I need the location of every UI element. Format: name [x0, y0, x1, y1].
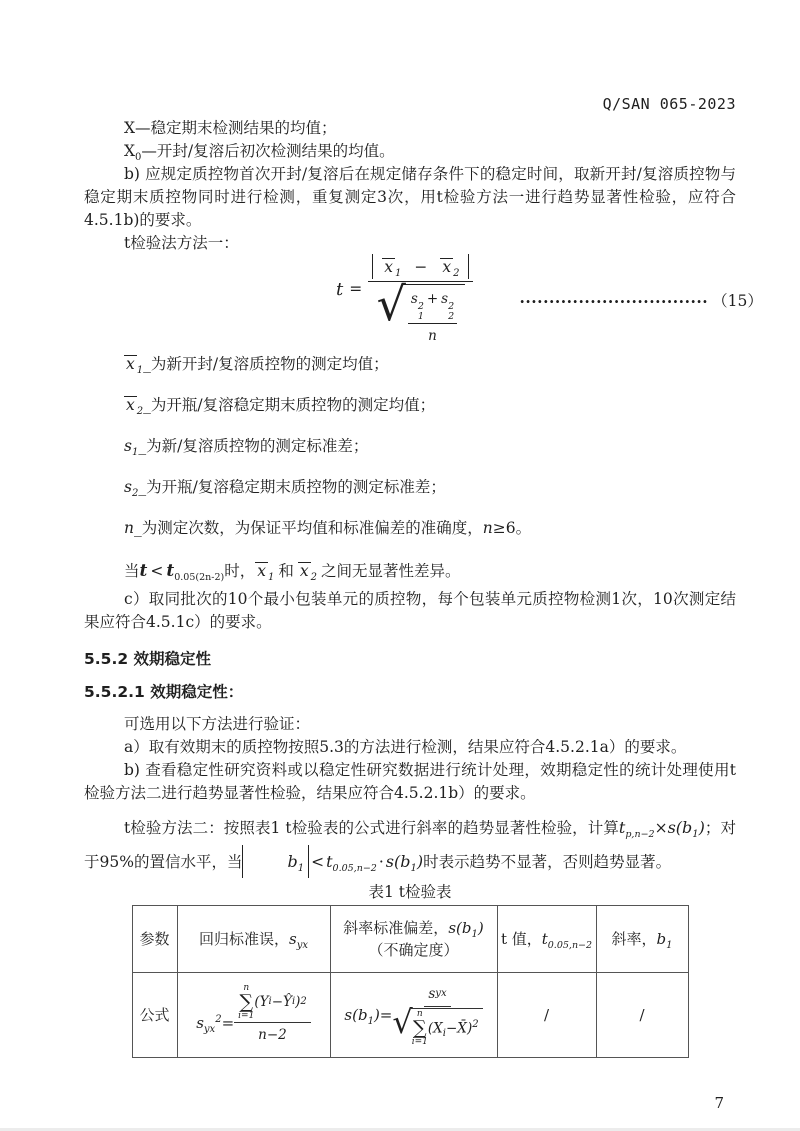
t-symbol: t — [618, 818, 626, 837]
sb1-numerator: s yx — [424, 983, 450, 1007]
sb1-formula — [344, 983, 482, 1048]
s-b-symbol: s(b — [344, 1005, 368, 1024]
t-method1-label: t检验法方法一： — [124, 234, 239, 252]
sigma-symbol: ∑ — [239, 991, 254, 1014]
minus-Yhat: −Ŷ — [271, 994, 292, 1011]
sb1-fraction — [392, 983, 482, 1048]
t-test-conclusion-line — [84, 556, 736, 586]
t-critical-symbol: t — [166, 561, 175, 581]
formula-15-expression — [336, 254, 473, 348]
sum-upper-limit: n — [243, 982, 250, 993]
text: 之间无显著性差异。 — [321, 562, 461, 580]
minus-sign: − — [414, 258, 428, 277]
minus-Xbar: −X̄ — [446, 1019, 467, 1036]
syx-lhs — [196, 1012, 234, 1034]
s2-symbol: s — [124, 478, 132, 496]
syx-formula — [196, 984, 311, 1047]
table-caption: 表1 t检验表 — [368, 883, 452, 901]
label: 斜率， — [611, 930, 657, 948]
label: 斜率标准偏差， — [343, 919, 449, 937]
b1-subscript: 1 — [410, 863, 417, 875]
sum-upper-limit: n — [416, 1008, 423, 1019]
s1-symbol: s — [410, 291, 418, 308]
page-number: 7 — [714, 1094, 724, 1112]
square-superscript: 2 — [215, 1013, 222, 1025]
s2-superscript: 2 — [448, 301, 455, 313]
close-paren: ) — [295, 994, 301, 1011]
inner-denominator-n: n — [428, 327, 437, 344]
x0-subscript: 0 — [135, 152, 142, 164]
label: 回归标准误， — [198, 930, 289, 948]
header-cell-syx — [177, 906, 330, 973]
text: t检验方法二：按照表1 t检验表的公式进行斜率的趋势显著性检验，计算 — [124, 819, 619, 837]
formula-15 — [84, 258, 763, 344]
header-cell-parameter: 参数 — [132, 906, 177, 973]
slash-cell: / — [596, 973, 688, 1058]
doc-code-header: Q/SAN 065-2023 — [602, 95, 736, 113]
table-formula-row — [132, 973, 688, 1058]
s2-subscript: 2 — [448, 311, 455, 322]
s1-superscript: 2 — [417, 301, 424, 313]
b1-symbol: b — [656, 930, 667, 948]
close-paren: ) — [698, 818, 705, 837]
x1-subscript: 1 — [267, 572, 275, 584]
formula-cell-sb1 — [330, 973, 497, 1058]
t-test-table — [132, 905, 689, 1058]
x1-mean-symbol: x — [384, 258, 393, 277]
definition-text: _为测定次数，为保证平均值和标准偏差的准确度， — [133, 519, 483, 537]
n-symbol: n — [124, 519, 134, 537]
summation — [412, 1010, 428, 1048]
definition-s1 — [84, 433, 736, 459]
sb1-lhs — [344, 1004, 392, 1026]
x1-subscript: 1 — [394, 268, 402, 280]
page-content — [84, 95, 763, 1058]
item-a: a）取有效期末的质控物按照5.3的方法进行检测，结果应符合4.5.2.1a）的要求。 — [124, 738, 687, 756]
b1-symbol: b — [287, 852, 298, 871]
square-superscript: 2 — [472, 1018, 479, 1030]
syx-denominator: n−2 — [258, 1027, 287, 1044]
definition-s2 — [84, 474, 736, 500]
text: 当 — [124, 562, 140, 580]
sb1-subscript: 1 — [471, 929, 478, 940]
equals-sign: = — [349, 279, 363, 298]
x0-text: —开封/复溶后初次检测结果的均值。 — [141, 142, 395, 160]
b1-subscript: 1 — [367, 1015, 374, 1027]
t-method2-paragraph — [84, 811, 736, 879]
syx-numerator: n ∑ i=1 (Y i −Ŷ i ) 2 — [234, 984, 311, 1024]
x1-mean-symbol: x — [257, 562, 266, 580]
s2-symbol: s — [441, 291, 449, 308]
dot-operator: · — [378, 853, 384, 871]
s1-supsub — [418, 302, 424, 322]
definition-text: _为开瓶/复溶稳定期末质控物的测定均值； — [143, 396, 436, 414]
x1-mean-symbol: x — [126, 355, 135, 373]
definition-x: X—稳定期末检测结果的均值； — [124, 119, 337, 137]
open-paren-Y: (Y — [254, 994, 269, 1011]
syx-fraction — [234, 984, 311, 1047]
plus-sign: + — [426, 291, 439, 308]
sigma-symbol: ∑ — [413, 1017, 427, 1040]
paragraph-c: c）取同批次的10个最小包装单元的质控物，每个包装单元质控物检测1次，10次测定结果应符合4.5.1c）的要求。 — [84, 590, 736, 631]
b1-subscript: 1 — [297, 863, 305, 875]
t-symbol: t — [139, 561, 148, 581]
verify-methods-line: 可选用以下方法进行验证： — [124, 715, 311, 733]
open-paren-X: (X — [427, 1019, 443, 1036]
inner-numerator — [408, 288, 457, 324]
s-b1-symbol: s(b — [385, 852, 411, 871]
text: 时， — [224, 562, 256, 580]
text: 和 — [278, 562, 294, 580]
s1-subscript: 1 — [131, 447, 139, 459]
sb1-denominator — [392, 1002, 482, 1048]
t-critical-symbol: t — [326, 852, 333, 871]
definition-text: _为新开封/复溶质控物的测定均值； — [143, 355, 389, 373]
syx-symbol: s — [289, 930, 297, 948]
uncertainty-note: （不确定度） — [368, 941, 459, 959]
radicand — [402, 284, 465, 348]
close-paren: ) — [466, 1019, 473, 1036]
sum-lower-limit: i=1 — [411, 1036, 428, 1047]
definition-text: _为新/复溶质控物的测定标准差； — [138, 437, 369, 455]
s-symbol: s — [196, 1013, 204, 1032]
heading-5-5-2: 5.5.2 效期稳定性 — [84, 650, 212, 668]
fraction-denominator — [376, 277, 466, 348]
text: 时表示趋势不显著，否则趋势显著。 — [423, 853, 672, 871]
heading-5-5-2-1: 5.5.2.1 效期稳定性： — [84, 683, 244, 701]
syx-subscript: yx — [296, 940, 308, 951]
slash-cell: / — [497, 973, 596, 1058]
square-root — [376, 277, 466, 348]
x0-symbol: X — [124, 142, 136, 160]
less-than-sign: < — [150, 562, 164, 580]
t-critical-subscript: 0.05,n−2 — [332, 863, 377, 875]
b1-subscript: 1 — [666, 940, 673, 951]
s2-subscript: 2 — [131, 488, 139, 500]
close-paren: ) — [416, 852, 424, 871]
formula-cell-syx — [177, 973, 330, 1058]
definition-x2-mean — [84, 392, 736, 418]
t-subscript: 0.05,n−2 — [547, 940, 593, 951]
s1-subscript: 1 — [417, 311, 424, 322]
b1-subscript: 1 — [692, 829, 699, 841]
s1-symbol: s — [124, 437, 132, 455]
x2-subscript: 2 — [310, 572, 317, 584]
t-critical-subscript: 0.05(2n-2) — [174, 572, 225, 584]
radical-sign: √ — [376, 277, 406, 332]
fraction — [368, 254, 473, 348]
summation — [238, 984, 254, 1022]
equals-sign: = — [221, 1013, 235, 1032]
table-header-row — [132, 906, 688, 973]
less-than-sign: < — [311, 853, 325, 871]
close-paren-equals: )= — [373, 1005, 393, 1024]
text: 的置信水平，当 — [133, 853, 243, 871]
label: t 值， — [500, 930, 542, 948]
definition-n — [84, 515, 736, 541]
t-symbol: t — [336, 278, 344, 300]
i-subscript: i — [442, 1027, 446, 1039]
dot-leader: ································ — [519, 291, 709, 311]
x2-subscript: 2 — [453, 268, 460, 280]
radical-sign: √ — [392, 1002, 413, 1041]
n-symbol: n — [482, 519, 493, 537]
x2-mean-symbol: x — [126, 396, 135, 414]
sum-lower-limit: i=1 — [238, 1010, 255, 1021]
close-paren: ) — [477, 919, 484, 937]
paragraph-b: b) 应规定质控物首次开封/复溶后在规定储存条件下的稳定时间，取新开封/复溶质控物与稳定期末质控物同时进行检测，重复测定3次，用t检验方法一进行趋势显著性检验，应符合4.5.1b)的要求。 — [84, 165, 736, 229]
square-root — [392, 1002, 482, 1048]
x2-mean-symbol: x — [299, 562, 309, 580]
t-symbol: t — [541, 930, 548, 948]
header-cell-tvalue — [497, 906, 596, 973]
yx-subscript: yx — [203, 1023, 216, 1035]
s-b1-symbol: s(b — [667, 818, 693, 837]
item-b: b) 查看稳定性研究资料或以稳定性研究数据进行统计处理，效期稳定性的统计处理使用t检验方法二进行趋势显著性检验，结果应符合4.5.2.1b）的要求。 — [84, 761, 736, 802]
inner-fraction — [408, 288, 457, 348]
s-symbol: s — [428, 985, 436, 1002]
definition-x1-mean — [84, 351, 736, 377]
x1-subscript: 1 — [136, 365, 144, 377]
t-subscript: p,n−2 — [625, 829, 655, 841]
x2-mean-symbol: x — [442, 258, 452, 277]
times-sign: × — [654, 819, 668, 837]
header-cell-slope — [596, 906, 688, 973]
header-cell-sb1 — [330, 906, 497, 973]
definition-text: _为开瓶/复溶稳定期末质控物的测定标准差； — [138, 478, 446, 496]
absolute-value-b1 — [242, 845, 309, 878]
definition-tail: ≥6。 — [492, 519, 532, 537]
row-label-cell: 公式 — [132, 973, 177, 1058]
text: ；对于95% — [84, 819, 736, 871]
radicand — [410, 1008, 483, 1048]
definition-x0 — [84, 140, 736, 163]
x2-subscript: 2 — [136, 406, 144, 418]
formula-number: （15） — [712, 291, 763, 310]
absolute-value — [372, 254, 469, 279]
s2-supsub — [448, 302, 454, 322]
sb1-symbol: s(b — [448, 919, 472, 937]
